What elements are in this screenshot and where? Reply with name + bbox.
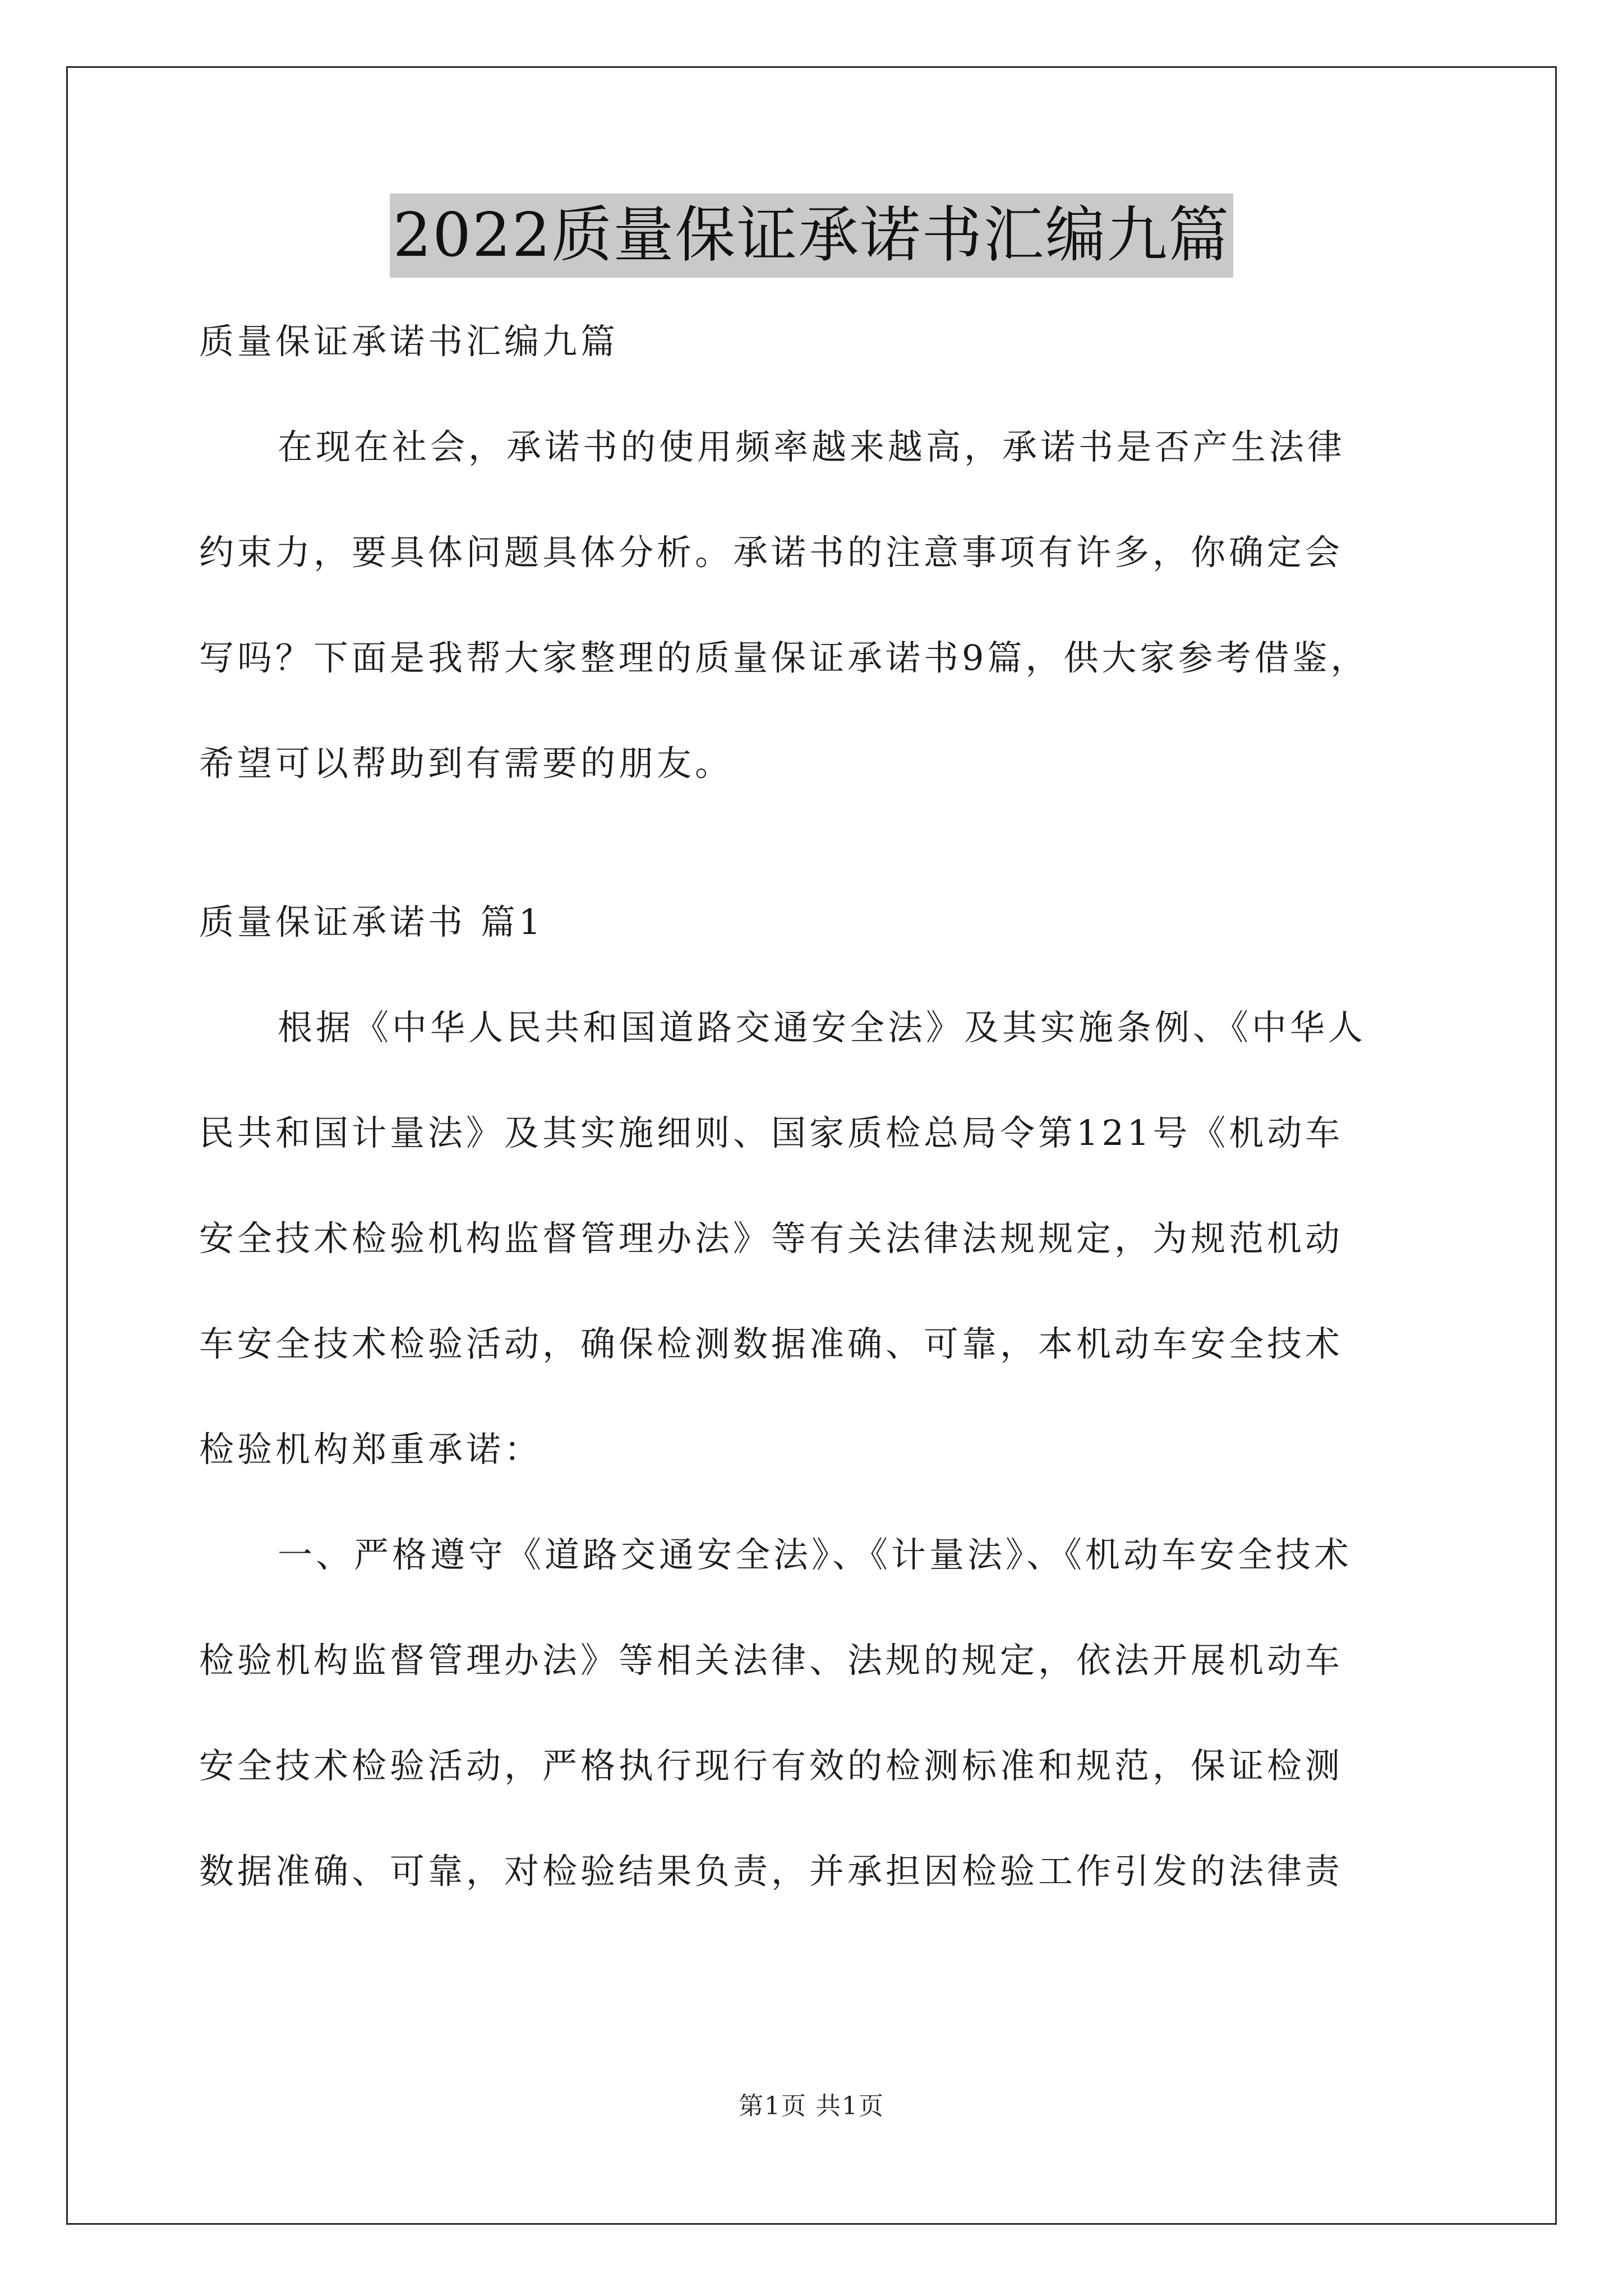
page-number-footer: 第1页 共1页 [739, 2092, 884, 2120]
intro-line: 在现在社会，承诺书的使用频率越来越高，承诺书是否产生法律 [278, 426, 1346, 467]
document-title: 2022质量保证承诺书汇编九篇 [390, 194, 1234, 278]
paragraph-line: 安全技术检验活动，严格执行现行有效的检测标准和规范，保证检测 [199, 1745, 1344, 1786]
paragraph-line: 一、严格遵守《道路交通安全法》、《计量法》、《机动车安全技术 [278, 1534, 1353, 1575]
paragraph-line: 车安全技术检验活动，确保检测数据准确、可靠，本机动车安全技术 [199, 1323, 1344, 1364]
paragraph-line: 检验机构郑重承诺： [199, 1429, 543, 1470]
title-container [0, 194, 1623, 278]
intro-line: 约束力，要具体问题具体分析。承诺书的注意事项有许多，你确定会 [199, 532, 1344, 573]
intro-line: 希望可以帮助到有需要的朋友。 [199, 743, 734, 784]
paragraph-line: 安全技术检验机构监督管理办法》等有关法律法规规定，为规范机动 [199, 1218, 1344, 1259]
document-body [199, 314, 1461, 1899]
intro-line: 写吗？下面是我帮大家整理的质量保证承诺书9篇，供大家参考借鉴， [199, 637, 1369, 678]
section-heading: 质量保证承诺书 篇1 [199, 901, 545, 942]
document-subtitle: 质量保证承诺书汇编九篇 [199, 321, 619, 362]
paragraph-line: 检验机构监督管理办法》等相关法律、法规的规定，依法开展机动车 [199, 1640, 1344, 1681]
paragraph-line: 民共和国计量法》及其实施细则、国家质检总局令第121号《机动车 [199, 1112, 1344, 1153]
paragraph-line: 数据准确、可靠，对检验结果负责，并承担因检验工作引发的法律责 [199, 1851, 1344, 1892]
paragraph-line: 根据《中华人民共和国道路交通安全法》及其实施条例、《中华人 [278, 1007, 1367, 1048]
